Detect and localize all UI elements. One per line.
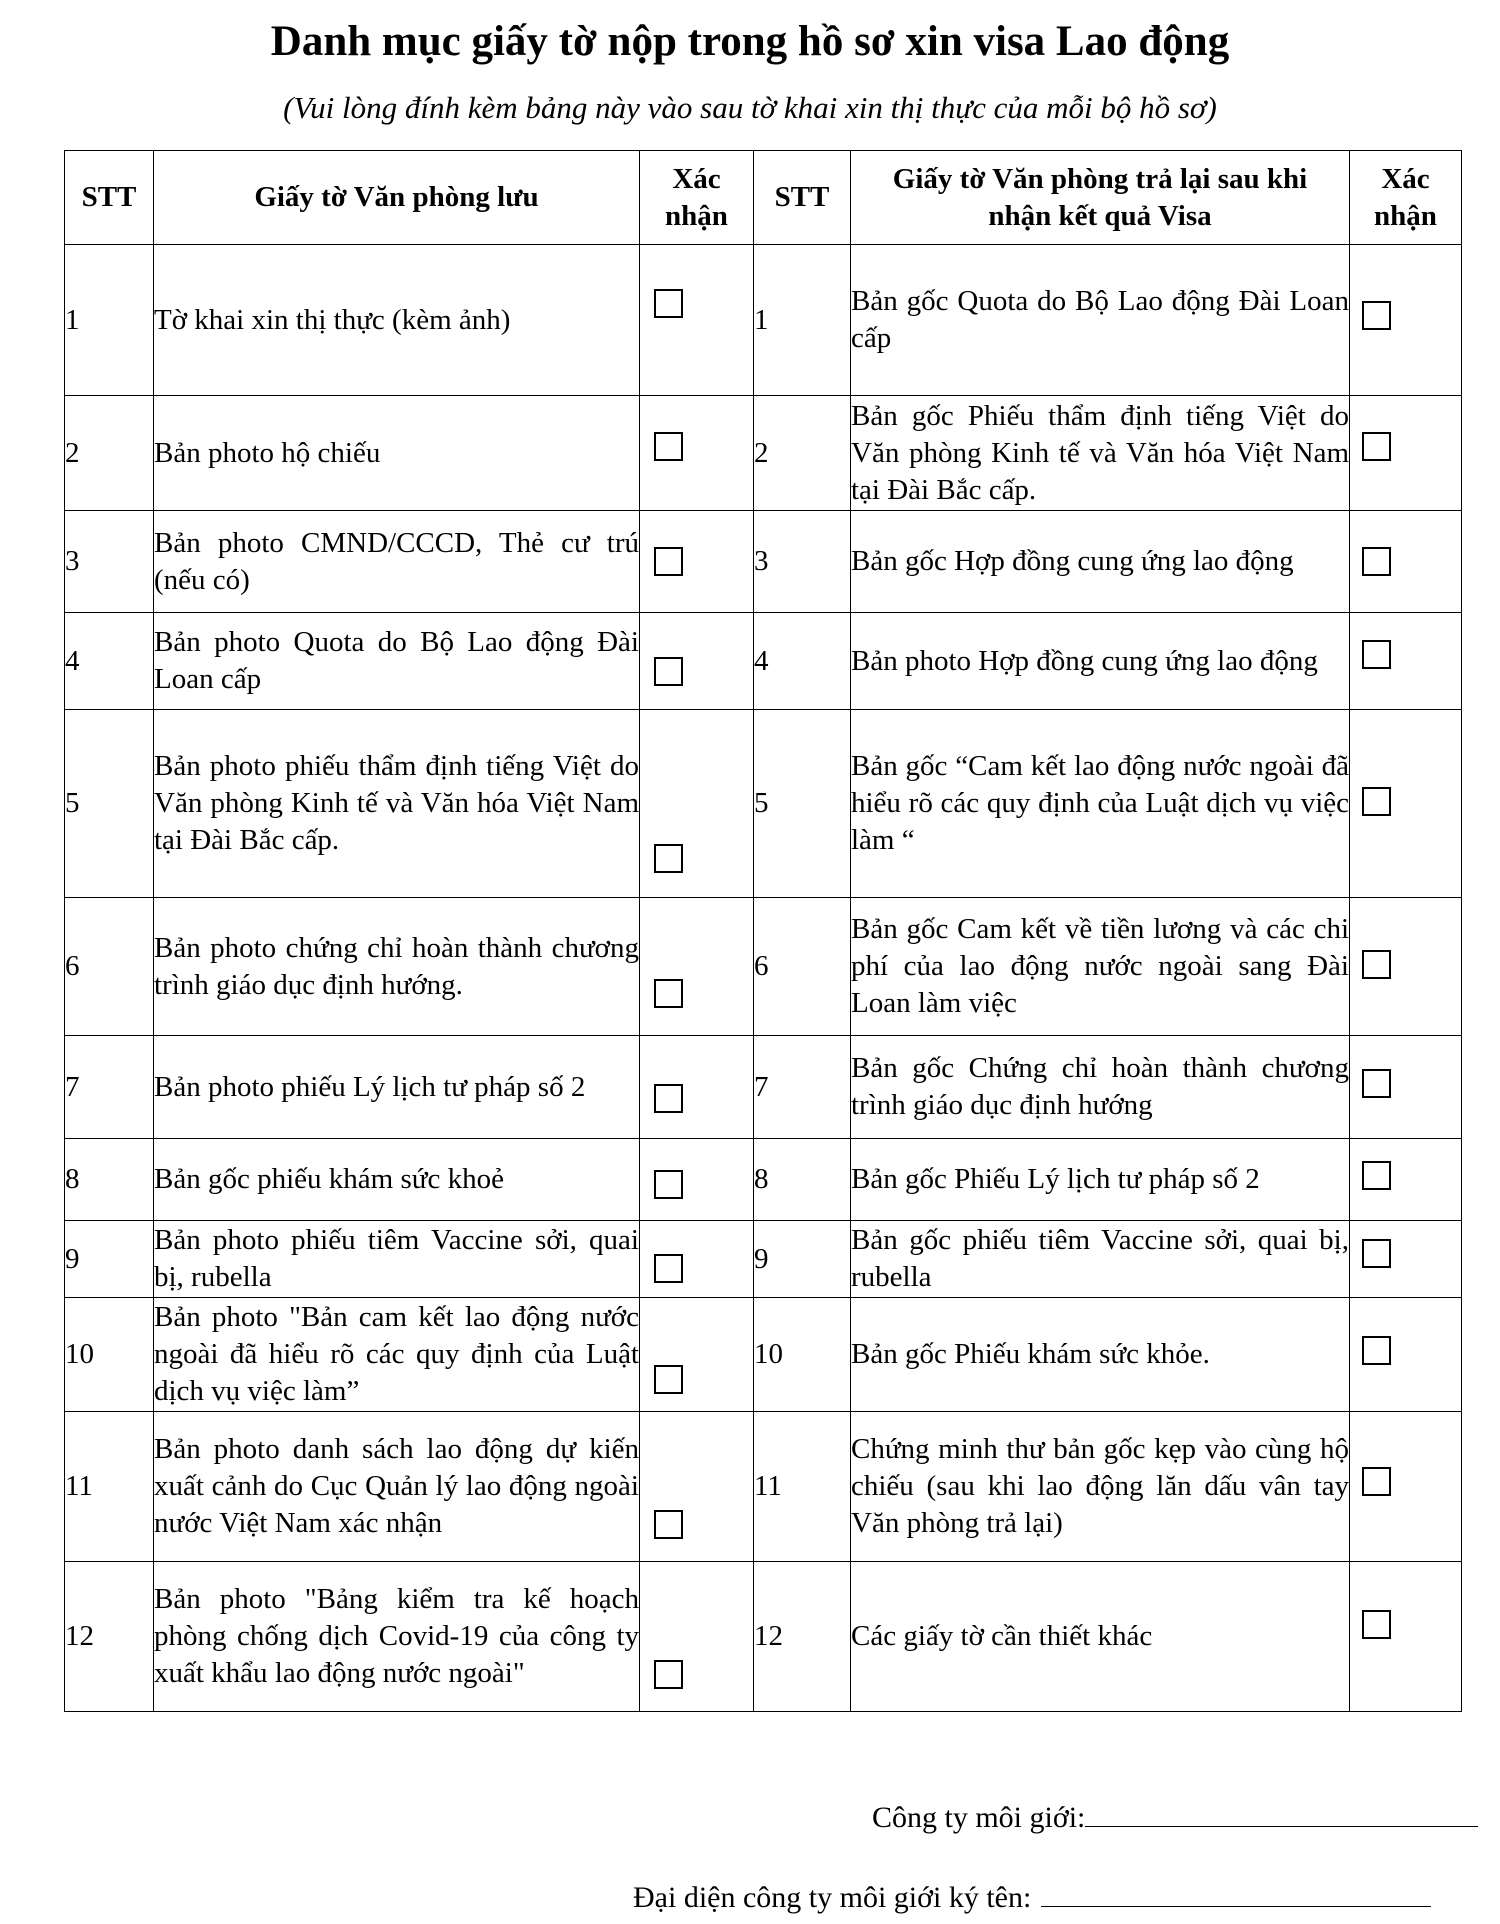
row-number-right: 3 [754, 511, 851, 613]
row-number-right: 5 [754, 710, 851, 898]
table-row [65, 613, 1462, 710]
left-confirm-checkbox[interactable] [654, 1170, 683, 1199]
right-document-text: Bản gốc Hợp đồng cung ứng lao động [851, 511, 1350, 613]
table-row [65, 245, 1462, 396]
right-confirm-checkbox[interactable] [1362, 1239, 1391, 1268]
header-stt-right: STT [754, 151, 851, 245]
header-confirm-left-line1: Xác [672, 162, 721, 195]
left-document-text: Bản photo "Bản cam kết lao động nước ngoài đã hiểu rõ các quy định của Luật dịch vụ việc làm” [154, 1298, 640, 1412]
header-row [65, 151, 1462, 245]
right-confirm-checkbox[interactable] [1362, 432, 1391, 461]
left-document-text: Bản photo CMND/CCCD, Thẻ cư trú (nếu có) [154, 511, 640, 613]
broker-company-label: Công ty môi giới: [872, 1801, 1086, 1834]
right-confirm-checkbox[interactable] [1362, 1610, 1391, 1639]
representative-signature-field [633, 1878, 1431, 1918]
left-confirm-checkbox[interactable] [654, 1084, 683, 1113]
left-confirm-cell [640, 613, 754, 710]
header-confirm-right [1350, 151, 1462, 245]
page-title: Danh mục giấy tờ nộp trong hồ sơ xin visa Lao động [270, 18, 1230, 65]
left-document-text: Bản photo phiếu tiêm Vaccine sởi, quai bị, rubella [154, 1221, 640, 1298]
table-row [65, 1036, 1462, 1139]
row-number-left: 7 [65, 1036, 154, 1139]
row-number-right: 1 [754, 245, 851, 396]
header-confirm-left [640, 151, 754, 245]
left-confirm-cell [640, 1562, 754, 1712]
right-document-text: Các giấy tờ cần thiết khác [851, 1562, 1350, 1712]
representative-signature-label: Đại diện công ty môi giới ký tên: [633, 1881, 1032, 1914]
left-confirm-checkbox[interactable] [654, 1660, 683, 1689]
left-document-text: Bản photo chứng chỉ hoàn thành chương trình giáo dục định hướng. [154, 898, 640, 1036]
left-document-text: Bản photo phiếu Lý lịch tư pháp số 2 [154, 1036, 640, 1139]
row-number-left: 2 [65, 396, 154, 511]
table-row [65, 396, 1462, 511]
left-document-text: Tờ khai xin thị thực (kèm ảnh) [154, 245, 640, 396]
right-confirm-cell [1350, 1298, 1462, 1412]
row-number-right: 12 [754, 1562, 851, 1712]
left-confirm-cell [640, 1298, 754, 1412]
row-number-right: 8 [754, 1139, 851, 1221]
left-confirm-checkbox[interactable] [654, 657, 683, 686]
row-number-left: 10 [65, 1298, 154, 1412]
left-confirm-checkbox[interactable] [654, 1254, 683, 1283]
row-number-left: 5 [65, 710, 154, 898]
table-row [65, 1139, 1462, 1221]
row-number-left: 6 [65, 898, 154, 1036]
table-row [65, 1412, 1462, 1562]
right-confirm-checkbox[interactable] [1362, 787, 1391, 816]
row-number-left: 3 [65, 511, 154, 613]
left-confirm-cell [640, 1221, 754, 1298]
right-confirm-cell [1350, 710, 1462, 898]
left-confirm-checkbox[interactable] [654, 1510, 683, 1539]
left-document-text: Bản photo hộ chiếu [154, 396, 640, 511]
right-document-text: Bản gốc phiếu tiêm Vaccine sởi, quai bị, rubella [851, 1221, 1350, 1298]
left-document-text: Bản photo Quota do Bộ Lao động Đài Loan cấp [154, 613, 640, 710]
right-document-text: Bản photo Hợp đồng cung ứng lao động [851, 613, 1350, 710]
row-number-right: 9 [754, 1221, 851, 1298]
right-confirm-cell [1350, 245, 1462, 396]
right-confirm-checkbox[interactable] [1362, 1336, 1391, 1365]
representative-signature-input[interactable] [1041, 1906, 1431, 1907]
right-document-text: Bản gốc Quota do Bộ Lao động Đài Loan cấp [851, 245, 1350, 396]
left-confirm-cell [640, 396, 754, 511]
left-document-text: Bản photo "Bảng kiểm tra kế hoạch phòng chống dịch Covid-19 của công ty xuất khẩu lao động nước ngoài" [154, 1562, 640, 1712]
row-number-right: 10 [754, 1298, 851, 1412]
left-confirm-cell [640, 710, 754, 898]
broker-company-field [872, 1798, 1478, 1838]
right-confirm-checkbox[interactable] [1362, 640, 1391, 669]
table-row [65, 1562, 1462, 1712]
left-confirm-checkbox[interactable] [654, 547, 683, 576]
right-confirm-cell [1350, 898, 1462, 1036]
right-confirm-checkbox[interactable] [1362, 301, 1391, 330]
left-confirm-checkbox[interactable] [654, 844, 683, 873]
table-row [65, 1298, 1462, 1412]
left-document-text: Bản gốc phiếu khám sức khoẻ [154, 1139, 640, 1221]
left-confirm-checkbox[interactable] [654, 432, 683, 461]
row-number-left: 1 [65, 245, 154, 396]
right-confirm-cell [1350, 1412, 1462, 1562]
right-confirm-cell [1350, 1221, 1462, 1298]
left-document-text: Bản photo phiếu thẩm định tiếng Việt do Văn phòng Kinh tế và Văn hóa Việt Nam tại Đài Bắc cấp. [154, 710, 640, 898]
right-document-text: Bản gốc Chứng chỉ hoàn thành chương trình giáo dục định hướng [851, 1036, 1350, 1139]
row-number-left: 12 [65, 1562, 154, 1712]
row-number-right: 2 [754, 396, 851, 511]
header-confirm-right-line1: Xác [1381, 162, 1430, 195]
right-confirm-checkbox[interactable] [1362, 1467, 1391, 1496]
right-document-text: Bản gốc Cam kết về tiền lương và các chi phí của lao động nước ngoài sang Đài Loan làm việc [851, 898, 1350, 1036]
table-row [65, 898, 1462, 1036]
header-right-documents-line2: nhận kết quả Visa [988, 199, 1212, 232]
checklist-table [64, 150, 1462, 1712]
left-confirm-cell [640, 511, 754, 613]
header-right-documents-line1: Giấy tờ Văn phòng trả lại sau khi [892, 162, 1308, 195]
table-row [65, 511, 1462, 613]
header-confirm-left-line2: nhận [665, 199, 728, 232]
left-confirm-cell [640, 898, 754, 1036]
left-document-text: Bản photo danh sách lao động dự kiến xuất cảnh do Cục Quản lý lao động ngoài nước Việt Nam xác nhận [154, 1412, 640, 1562]
right-document-text: Bản gốc Phiếu khám sức khỏe. [851, 1298, 1350, 1412]
right-document-text: Bản gốc Phiếu thẩm định tiếng Việt do Văn phòng Kinh tế và Văn hóa Việt Nam tại Đài Bắc cấp. [851, 396, 1350, 511]
page-subtitle: (Vui lòng đính kèm bảng này vào sau tờ khai xin thị thực của mỗi bộ hồ sơ) [283, 90, 1217, 125]
right-confirm-checkbox[interactable] [1362, 547, 1391, 576]
broker-company-input[interactable] [1085, 1826, 1478, 1827]
row-number-left: 9 [65, 1221, 154, 1298]
right-confirm-cell [1350, 511, 1462, 613]
table-row [65, 710, 1462, 898]
right-confirm-cell [1350, 1139, 1462, 1221]
header-confirm-right-line2: nhận [1374, 199, 1437, 232]
right-confirm-cell [1350, 613, 1462, 710]
left-confirm-cell [640, 1036, 754, 1139]
right-confirm-cell [1350, 1036, 1462, 1139]
right-confirm-checkbox[interactable] [1362, 1069, 1391, 1098]
header-stt-left: STT [65, 151, 154, 245]
row-number-right: 6 [754, 898, 851, 1036]
header-right-documents [851, 151, 1350, 245]
row-number-left: 8 [65, 1139, 154, 1221]
right-document-text: Chứng minh thư bản gốc kẹp vào cùng hộ chiếu (sau khi lao động lăn dấu vân tay Văn phòng trả lại) [851, 1412, 1350, 1562]
right-document-text: Bản gốc “Cam kết lao động nước ngoài đã hiểu rõ các quy định của Luật dịch vụ việc làm “ [851, 710, 1350, 898]
left-confirm-checkbox[interactable] [654, 289, 683, 318]
right-confirm-checkbox[interactable] [1362, 950, 1391, 979]
right-document-text: Bản gốc Phiếu Lý lịch tư pháp số 2 [851, 1139, 1350, 1221]
table-row [65, 1221, 1462, 1298]
left-confirm-checkbox[interactable] [654, 979, 683, 1008]
left-confirm-cell [640, 245, 754, 396]
row-number-right: 7 [754, 1036, 851, 1139]
left-confirm-cell [640, 1412, 754, 1562]
right-confirm-checkbox[interactable] [1362, 1161, 1391, 1190]
row-number-right: 11 [754, 1412, 851, 1562]
row-number-left: 11 [65, 1412, 154, 1562]
header-left-documents: Giấy tờ Văn phòng lưu [154, 151, 640, 245]
row-number-right: 4 [754, 613, 851, 710]
left-confirm-cell [640, 1139, 754, 1221]
row-number-left: 4 [65, 613, 154, 710]
left-confirm-checkbox[interactable] [654, 1365, 683, 1394]
right-confirm-cell [1350, 396, 1462, 511]
right-confirm-cell [1350, 1562, 1462, 1712]
